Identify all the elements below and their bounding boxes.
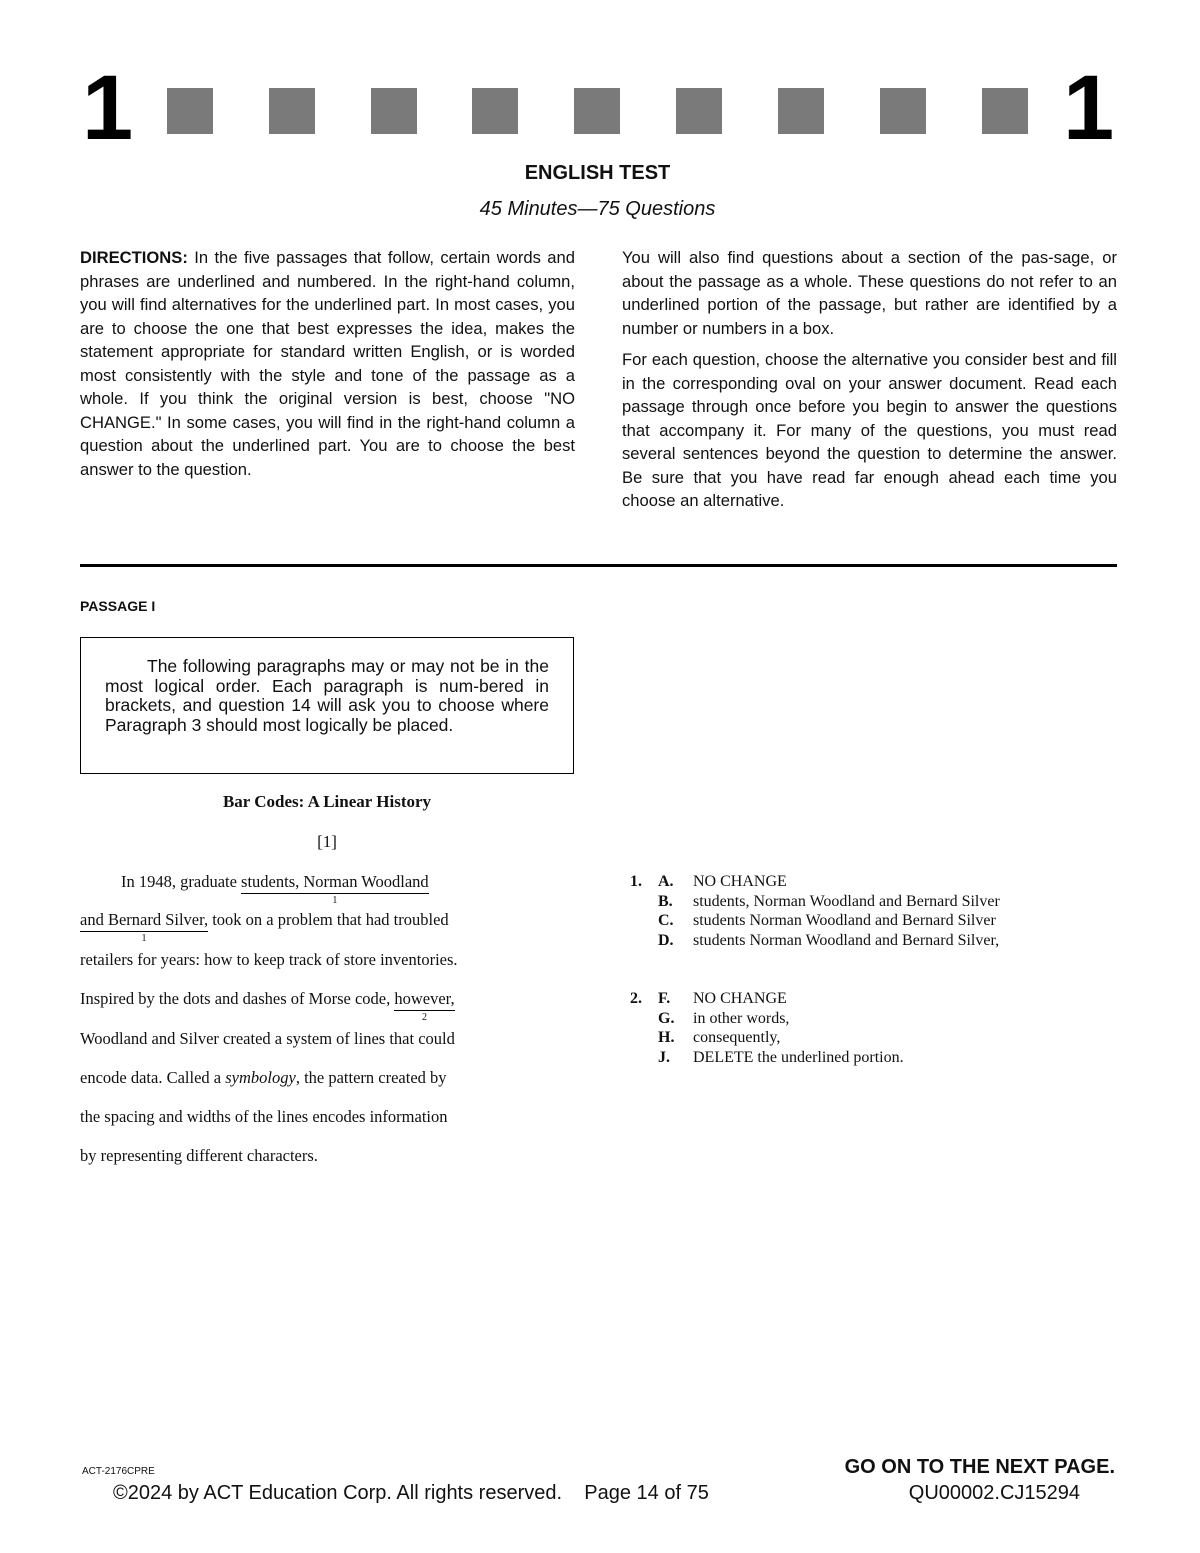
option-text: consequently, <box>693 1029 781 1047</box>
header-square <box>676 88 722 134</box>
divider-rule <box>80 564 1117 567</box>
underlined-portion-2[interactable]: however, 2 <box>394 989 455 1023</box>
passage-label: PASSAGE I <box>80 598 156 614</box>
option-text: NO CHANGE <box>693 990 787 1007</box>
option-text: DELETE the underlined portion. <box>693 1048 904 1066</box>
directions-right <box>622 246 1117 521</box>
option-letter: B. <box>658 892 673 910</box>
passage-title: Bar Codes: A Linear History <box>222 792 432 811</box>
header-square <box>472 88 518 134</box>
passage-note-box <box>80 637 574 774</box>
passage-text: Inspired by the dots and dashes of Morse code, <box>80 989 395 1008</box>
option-text: NO CHANGE <box>693 873 787 890</box>
question-number: 2. <box>630 990 642 1007</box>
option-letter: A. <box>658 873 674 890</box>
passage-text: In 1948, graduate <box>121 872 242 891</box>
test-title: ENGLISH TEST <box>524 162 671 184</box>
header-square <box>269 88 315 134</box>
header-square <box>880 88 926 134</box>
question-marker-1: 1 <box>332 895 338 906</box>
passage-text: , the pattern created by <box>295 1068 447 1087</box>
passage-line: retailers for years: how to keep track of store inventories. <box>80 950 458 969</box>
option-letter: F. <box>658 990 671 1007</box>
paragraph-number: [1] <box>317 832 337 851</box>
copyright-line <box>113 1482 709 1505</box>
header-square <box>371 88 417 134</box>
section-number-left: 1 <box>82 57 134 159</box>
question-marker-1: 1 <box>141 933 147 944</box>
passage-line: Woodland and Silver created a system of lines that could <box>80 1029 455 1048</box>
passage-text: encode data. Called a <box>80 1068 226 1087</box>
option-letter: C. <box>658 912 674 930</box>
directions-right-p1: You will also find questions about a section of the pas-sage, or about the passage as a whole. These questions do not refer to an underlined portion of the passage, but rather are identified by a number or numbers in a box. <box>622 248 1117 338</box>
passage-text: took on a problem that had troubled <box>208 910 449 929</box>
header-square <box>574 88 620 134</box>
passage-line <box>80 1068 555 1088</box>
passage-line <box>80 910 555 944</box>
option-text: in other words, <box>693 1009 790 1027</box>
header-square <box>167 88 213 134</box>
passage-line: the spacing and widths of the lines encodes information <box>80 1107 448 1126</box>
form-code: ACT-2176CPRE <box>82 1466 155 1477</box>
passage-emphasis: symbology <box>225 1068 296 1087</box>
question-id: QU00002.CJ15294 <box>908 1482 1080 1504</box>
question-number: 1. <box>630 873 642 890</box>
directions-label: DIRECTIONS: <box>80 248 188 267</box>
passage-line: by representing different characters. <box>80 1146 318 1165</box>
header-square <box>778 88 824 134</box>
section-number-right: 1 <box>1063 57 1115 159</box>
option-letter: D. <box>658 931 674 949</box>
test-subtitle: 45 Minutes—75 Questions <box>479 198 716 220</box>
question-marker-2: 2 <box>422 1012 427 1023</box>
option-letter: H. <box>658 1029 675 1047</box>
option-text: students, Norman Woodland and Bernard Silver <box>693 892 1000 910</box>
underlined-portion-1[interactable]: and Bernard Silver, 1 <box>80 910 209 944</box>
directions-right-p2: For each question, choose the alternative you consider best and fill in the corresponding oval on your answer document. Read each passage through once before you begin to answer the questions that accompany it. For many of the questions, you must read several sentences beyond the question to determine the answer. Be sure that you have read far enough ahead each time you choose an alternative. <box>622 350 1117 510</box>
option-text: students Norman Woodland and Bernard Silver <box>693 912 996 930</box>
directions-text: In the five passages that follow, certain words and phrases are underlined and numbered. In the right-hand column, you will find alternatives for the underlined part. In most cases, you are to choose the one that best expresses the idea, makes the statement appropriate for standard written English, or is worded most consistently with the style and tone of the passage as a whole. If you think the original version is best, choose "NO CHANGE." In some cases, you will find in the right-hand column a question about the underlined part. You are to choose the best answer to the question. <box>80 248 575 479</box>
header-square <box>982 88 1028 134</box>
page-number: Page 14 of 75 <box>584 1482 709 1504</box>
passage-line <box>121 872 596 906</box>
option-letter: J. <box>658 1048 670 1066</box>
option-text: students Norman Woodland and Bernard Silver, <box>693 931 1000 949</box>
copyright: ©2024 by ACT Education Corp. All rights reserved. <box>113 1482 563 1504</box>
option-letter: G. <box>658 1009 675 1027</box>
underlined-portion-1[interactable]: students, Norman Woodland 1 <box>241 872 429 906</box>
directions-left <box>80 246 575 489</box>
passage-line <box>80 989 555 1023</box>
next-page-notice: GO ON TO THE NEXT PAGE. <box>844 1456 1115 1478</box>
passage-note: The following paragraphs may or may not be in the most logical order. Each paragraph is num-bered in brackets, and question 14 will ask you to choose where Paragraph 3 should most logically be placed. <box>105 656 549 735</box>
